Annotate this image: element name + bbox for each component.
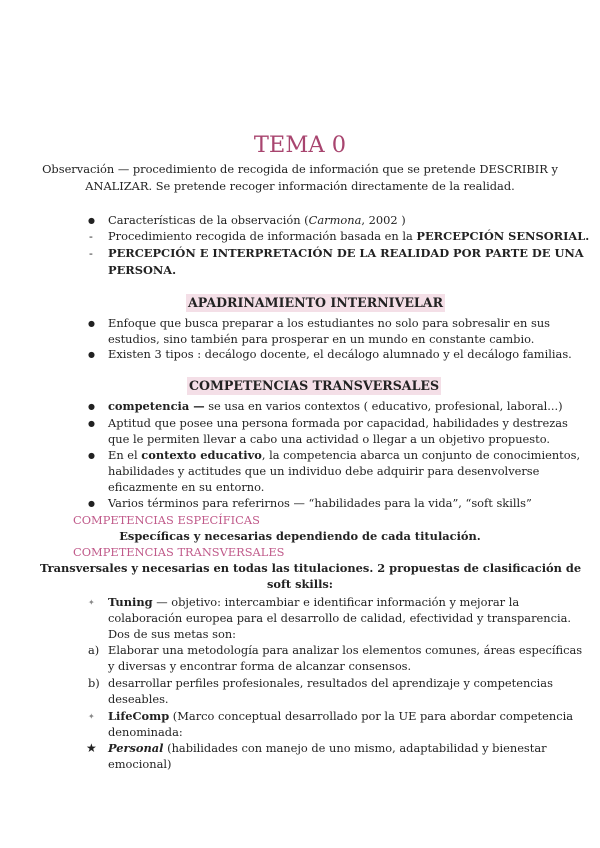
goal-b-line-1: desarrollar perfiles profesionales, resultados del aprendizaje y competencias [108,676,553,690]
ordered-marker-a: a) [88,643,100,657]
list-item-enfoque-line-1: Enfoque que busca preparar a los estudiantes no solo para sobresalir en sus [108,316,551,330]
subheading-transversales: COMPETENCIAS TRANSVERSALES [73,545,285,559]
intro-line-1: Observación — procedimiento de recogida de información que se pretende DESCRIBIR y [42,162,558,176]
list-item-tuning-line-2: colaboración europea para el desarrollo de calidad, efectividad y transparencia. [108,611,572,625]
list-item-contexto-line-2: habilidades y actitudes que un individuo debe adquirir para desenvolverse [108,464,540,478]
transversales-line-2: soft skills: [266,577,334,591]
goal-a-line-2: y diversas y encontrar forma de alcanzar consensos. [108,659,412,673]
list-item-personal-line-2: emocional) [108,757,172,771]
sparkle-icon: ✦ [88,598,95,607]
list-item-tuning-line-1: Tuning — objetivo: intercambiar e identificar información y mejorar la [108,595,520,609]
section-heading-competencias: COMPETENCIAS TRANSVERSALES [189,378,440,393]
dash-icon: - [89,229,93,243]
list-item-contexto-line-3: eficazmente en su entorno. [108,480,265,494]
list-item-enfoque-line-2: estudios, sino también para prosperar en un mundo en constante cambio. [108,332,535,346]
list-item-procedure: Procedimiento recogida de información basada en la PERCEPCIÓN SENSORIAL. [108,229,590,243]
sparkle-icon: ✦ [88,712,95,721]
bullet-icon: ● [88,216,95,225]
bullet-icon: ● [88,451,95,460]
list-item-competencia: competencia — se usa en varios contextos ( educativo, profesional, laboral...) [108,399,563,413]
bullet-icon: ● [88,350,95,359]
bullet-icon: ● [88,419,95,428]
list-item-perception-line-2: PERSONA. [108,263,177,277]
ordered-marker-b: b) [88,676,100,690]
bullet-icon: ● [88,402,95,411]
page-title: TEMA 0 [253,132,347,158]
list-item-aptitud-line-2: que le permiten llevar a cabo una actividad o llegar a un objetivo propuesto. [108,432,550,446]
goal-b-line-2: deseables. [108,692,169,706]
bullet-icon: ● [88,499,95,508]
list-item-tuning-line-3: Dos de sus metas son: [108,627,237,641]
list-item-terminos: Varios términos para referirnos — “habilidades para la vida”, “soft skills” [108,496,532,510]
section-heading-apadrinamiento: APADRINAMIENTO INTERNIVELAR [188,295,444,310]
intro-line-2: ANALIZAR. Se pretende recoger información directamente de la realidad. [85,179,515,193]
list-item-perception-line-1: PERCEPCIÓN E INTERPRETACIÓN DE LA REALIDAD POR PARTE DE UNA [108,246,584,260]
list-item-aptitud-line-1: Aptitud que posee una persona formada por capacidad, habilidades y destrezas [108,416,568,430]
list-item-personal-line-1: Personal (habilidades con manejo de uno mismo, adaptabilidad y bienestar [108,741,547,755]
list-item-lifecomp-line-1: LifeComp (Marco conceptual desarrollado por la UE para abordar competencia [108,709,574,723]
dash-icon: - [89,246,93,260]
star-icon: ★ [86,741,97,755]
bullet-icon: ● [88,319,95,328]
list-item-lifecomp-line-2: denominada: [108,725,183,739]
list-item-contexto-line-1: En el contexto educativo, la competencia abarca un conjunto de conocimientos, [108,448,581,462]
transversales-line-1: Transversales y necesarias en todas las titulaciones. 2 propuestas de clasificación de [40,561,582,575]
goal-a-line-1: Elaborar una metodología para analizar los elementos comunes, áreas específicas [108,643,583,657]
list-item-tipos: Existen 3 tipos : decálogo docente, el decálogo alumnado y el decálogo familias. [108,347,572,361]
subheading-especificas: COMPETENCIAS ESPECÍFICAS [73,513,260,527]
list-item-observation: Características de la observación (Carmona, 2002 ) [108,213,406,227]
especificas-text: Específicas y necesarias dependiendo de cada titulación. [119,529,481,543]
